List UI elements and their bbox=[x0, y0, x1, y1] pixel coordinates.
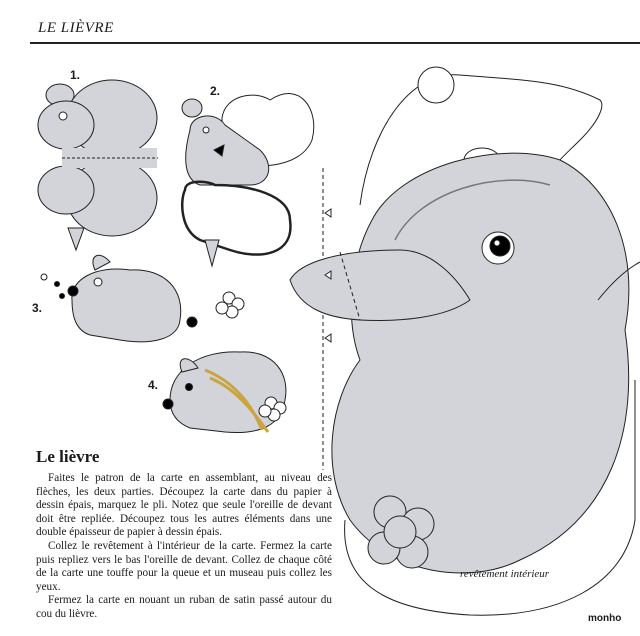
pattern-eye-pupil bbox=[490, 236, 510, 256]
full-size-pattern bbox=[290, 67, 640, 615]
step3-eye-piece bbox=[41, 274, 47, 280]
instructions-paragraph: Fermez la carte en nouant un ruban de satin passé autour du cou du lièvre. bbox=[36, 594, 332, 620]
step2-ear bbox=[182, 99, 202, 117]
fold-arrow-1 bbox=[325, 209, 331, 217]
step4-nose bbox=[163, 399, 173, 409]
step-label-1: 1. bbox=[70, 68, 81, 82]
step3-eye bbox=[94, 278, 102, 286]
step1-lower-ear bbox=[68, 228, 84, 250]
step3-dot-a bbox=[55, 282, 60, 287]
step4-eye bbox=[186, 384, 193, 391]
lining-label: revêtement intérieur bbox=[460, 568, 550, 580]
instructions-text bbox=[36, 472, 332, 622]
step3-tail-dot bbox=[187, 317, 197, 327]
step1-flat-card bbox=[38, 80, 158, 250]
instructions-paragraph: Collez le revêtement à l'intérieur de la carte. Fermez la carte puis repliez vers le bas l'oreille de devant. Collez de chaque côté de la carte une touffe pour la queue et un museau puis collez les yeux. bbox=[36, 539, 332, 593]
step2-folding-card bbox=[182, 94, 314, 266]
step1-lower-lobe bbox=[38, 166, 94, 214]
step3-ear bbox=[93, 255, 110, 270]
step1-small-lobe bbox=[38, 101, 94, 149]
fold-arrow-3 bbox=[325, 334, 331, 342]
step2-eye-hole bbox=[203, 127, 209, 133]
instructions-paragraph: Faites le patron de la carte en assemblant, au niveau des flèches, les deux parties. Découpez la carte dans du papier à dessin épais, marquez le pli. Notez que seule l'oreille de devant doit être repliée. Découpez tous les autres éléments dans une double épaisseur de papier à dessin épais. bbox=[36, 472, 332, 539]
step2-body-outline bbox=[182, 182, 290, 255]
credit-watermark: monho bbox=[588, 613, 622, 624]
step-label-4: 4. bbox=[148, 378, 159, 392]
page-header-title: LE LIÈVRE bbox=[38, 20, 114, 36]
step-label-3: 3. bbox=[32, 301, 43, 315]
step3-dot-b bbox=[60, 294, 65, 299]
step3-nose bbox=[68, 286, 78, 296]
step2-lower-ear bbox=[205, 240, 219, 266]
step3-body bbox=[72, 269, 181, 342]
step1-eye-hole bbox=[59, 112, 67, 120]
pattern-eye-highlight bbox=[494, 240, 500, 246]
section-title: Le lièvre bbox=[36, 447, 100, 466]
step3-assembled-hare bbox=[41, 255, 244, 342]
pattern-ear-circle bbox=[418, 67, 454, 103]
step4-finished-hare bbox=[163, 352, 286, 433]
step-label-2: 2. bbox=[210, 84, 221, 98]
step3-tail-pompom bbox=[216, 292, 244, 318]
